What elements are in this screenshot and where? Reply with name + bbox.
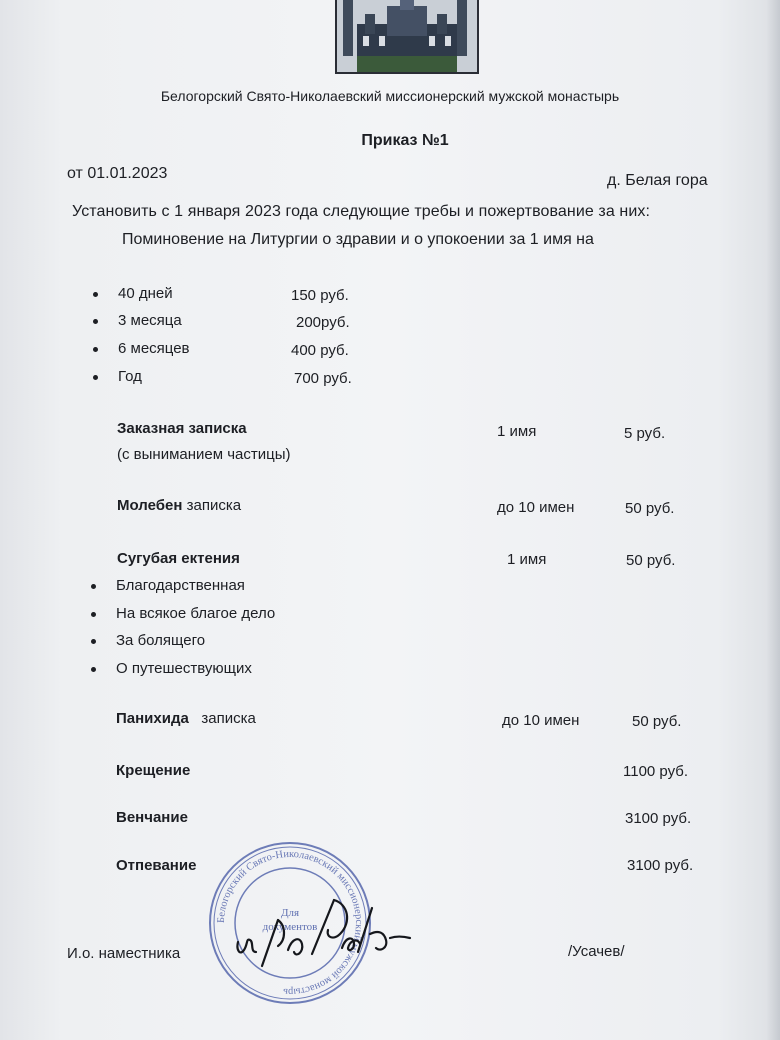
service-panikhida-count: до 10 имен [502, 712, 580, 729]
signatory-name: /Усачев/ [568, 943, 625, 960]
service-sugubaya-price: 50 руб. [626, 552, 676, 569]
service-otpevanie-price: 3100 руб. [627, 857, 694, 874]
monastery-building-icon [335, 0, 479, 74]
service-sugubaya-count: 1 имя [507, 551, 547, 568]
service-panikhida-price: 50 руб. [632, 713, 682, 730]
order-place: д. Белая гора [607, 172, 708, 189]
service-sugubaya-name: Сугубая ектения [117, 550, 240, 567]
list-item: 3 месяца [118, 312, 182, 329]
stamp-ring-text: Белогорский Свято-Николаевский миссионерский мужской монастырь [215, 848, 365, 998]
service-kreshchenie-price: 1100 руб. [623, 763, 689, 780]
service-moleben-name: Молебен записка [117, 497, 242, 514]
service-zakaznaya-price: 5 руб. [624, 425, 666, 442]
service-kreshchenie-name: Крещение [116, 762, 191, 779]
service-zakaznaya-note: (с выниманием частицы) [117, 446, 291, 463]
list-item: За болящего [116, 632, 206, 649]
service-zakaznaya-name: Заказная записка [117, 420, 247, 437]
list-item: На всякое благое дело [116, 605, 276, 622]
list-item: 40 дней [118, 285, 173, 302]
intro-line-1: Установить с 1 января 2023 года следующие требы и пожертвование за них: [72, 203, 651, 220]
list-item: 6 месяцев [118, 340, 190, 357]
service-moleben-price: 50 руб. [625, 500, 675, 517]
list-item-price: 200руб. [296, 314, 350, 331]
stamp-center-line-1: Для [280, 907, 300, 919]
service-zakaznaya-count: 1 имя [497, 423, 537, 440]
order-title: Приказ №1 [361, 132, 449, 149]
service-panikhida-name: Панихида записка [116, 710, 256, 727]
page-shadow [766, 0, 780, 1040]
list-item-price: 400 руб. [291, 342, 349, 359]
order-date: от 01.01.2023 [67, 165, 168, 182]
list-item: О путешествующих [116, 660, 252, 677]
stamp-center-line-2: документов [262, 921, 318, 933]
service-venchanie-name: Венчание [116, 809, 188, 826]
intro-line-2: Поминовение на Литургии о здравии и о упокоении за 1 имя на [122, 231, 594, 248]
service-venchanie-price: 3100 руб. [625, 810, 692, 827]
list-item: Благодарственная [116, 577, 245, 594]
service-otpevanie-name: Отпевание [116, 857, 197, 874]
list-item-price: 700 руб. [294, 370, 352, 387]
handwritten-signature [230, 890, 420, 980]
position-label: И.о. наместника [67, 945, 181, 962]
monastery-header: Белогорский Свято-Николаевский миссионерский мужской монастырь [160, 88, 620, 104]
list-item-price: 150 руб. [291, 287, 349, 304]
service-moleben-count: до 10 имен [497, 499, 575, 516]
list-item: Год [118, 368, 142, 385]
